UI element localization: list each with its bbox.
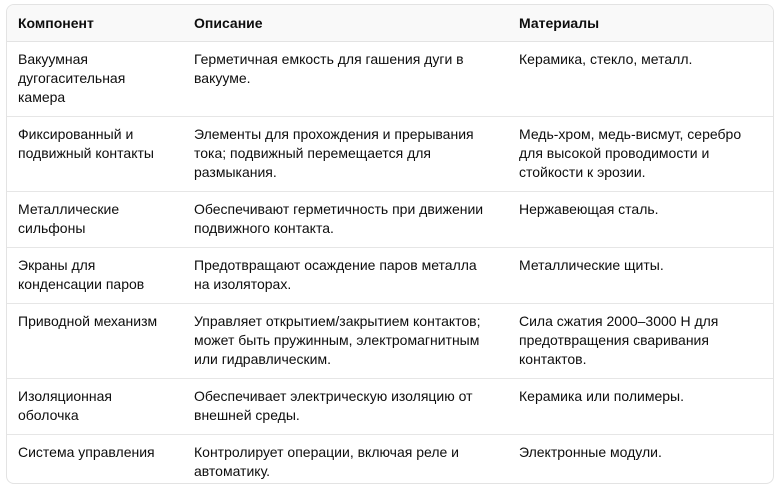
cell-description: Обеспечивает электрическую изоляцию от внешней среды. — [183, 379, 508, 435]
cell-component: Фиксированный и подвижный контакты — [7, 117, 183, 192]
table-row — [7, 192, 773, 248]
cell-description: Контролирует операции, включая реле и автоматику. — [194, 444, 460, 479]
cell-component: Приводной механизм — [7, 304, 183, 379]
table-body — [7, 42, 773, 485]
header-materials: Материалы — [508, 5, 773, 42]
cell-description: Обеспечивают герметичность при движении подвижного контакта. — [183, 192, 508, 248]
cell-description: Предотвращают осаждение паров металла на изоляторах. — [183, 248, 508, 304]
cell-materials: Нержавеющая сталь. — [508, 192, 773, 248]
table-row — [7, 304, 773, 379]
cell-materials: Металлические щиты. — [508, 248, 773, 304]
table-row — [7, 42, 773, 117]
cell-component: Экраны для конденсации паров — [7, 248, 183, 304]
cell-materials: Керамика или полимеры. — [508, 379, 773, 435]
table-row — [7, 248, 773, 304]
cell-description: Управляет открытием/закрытием контактов; может быть пружинным, электромагнитным или гидравлическим. — [183, 304, 508, 379]
components-table — [6, 4, 774, 484]
table-row — [7, 435, 773, 485]
cell-materials: Керамика, стекло, металл. — [508, 42, 773, 117]
header-row — [7, 5, 773, 42]
table-row — [7, 117, 773, 192]
cell-materials: Сила сжатия 2000–3000 Н для предотвращения сваривания контактов. — [508, 304, 773, 379]
cell-description: Элементы для прохождения и прерывания тока; подвижный перемещается для размыкания. — [183, 117, 508, 192]
cell-materials: Электронные модули. — [519, 444, 662, 460]
cell-component: Металлические сильфоны — [7, 192, 183, 248]
header-description: Описание — [183, 5, 508, 42]
cell-component: Изоляционная оболочка — [7, 379, 183, 435]
cell-description: Герметичная емкость для гашения дуги в вакууме. — [183, 42, 508, 117]
cell-component: Система управления — [18, 444, 155, 460]
table — [7, 5, 773, 484]
table-row — [7, 379, 773, 435]
header-component: Компонент — [7, 5, 183, 42]
table-header — [7, 5, 773, 42]
cell-materials: Медь-хром, медь-висмут, серебро для высокой проводимости и стойкости к эрозии. — [508, 117, 773, 192]
cell-component: Вакуумная дугогасительная камера — [7, 42, 183, 117]
